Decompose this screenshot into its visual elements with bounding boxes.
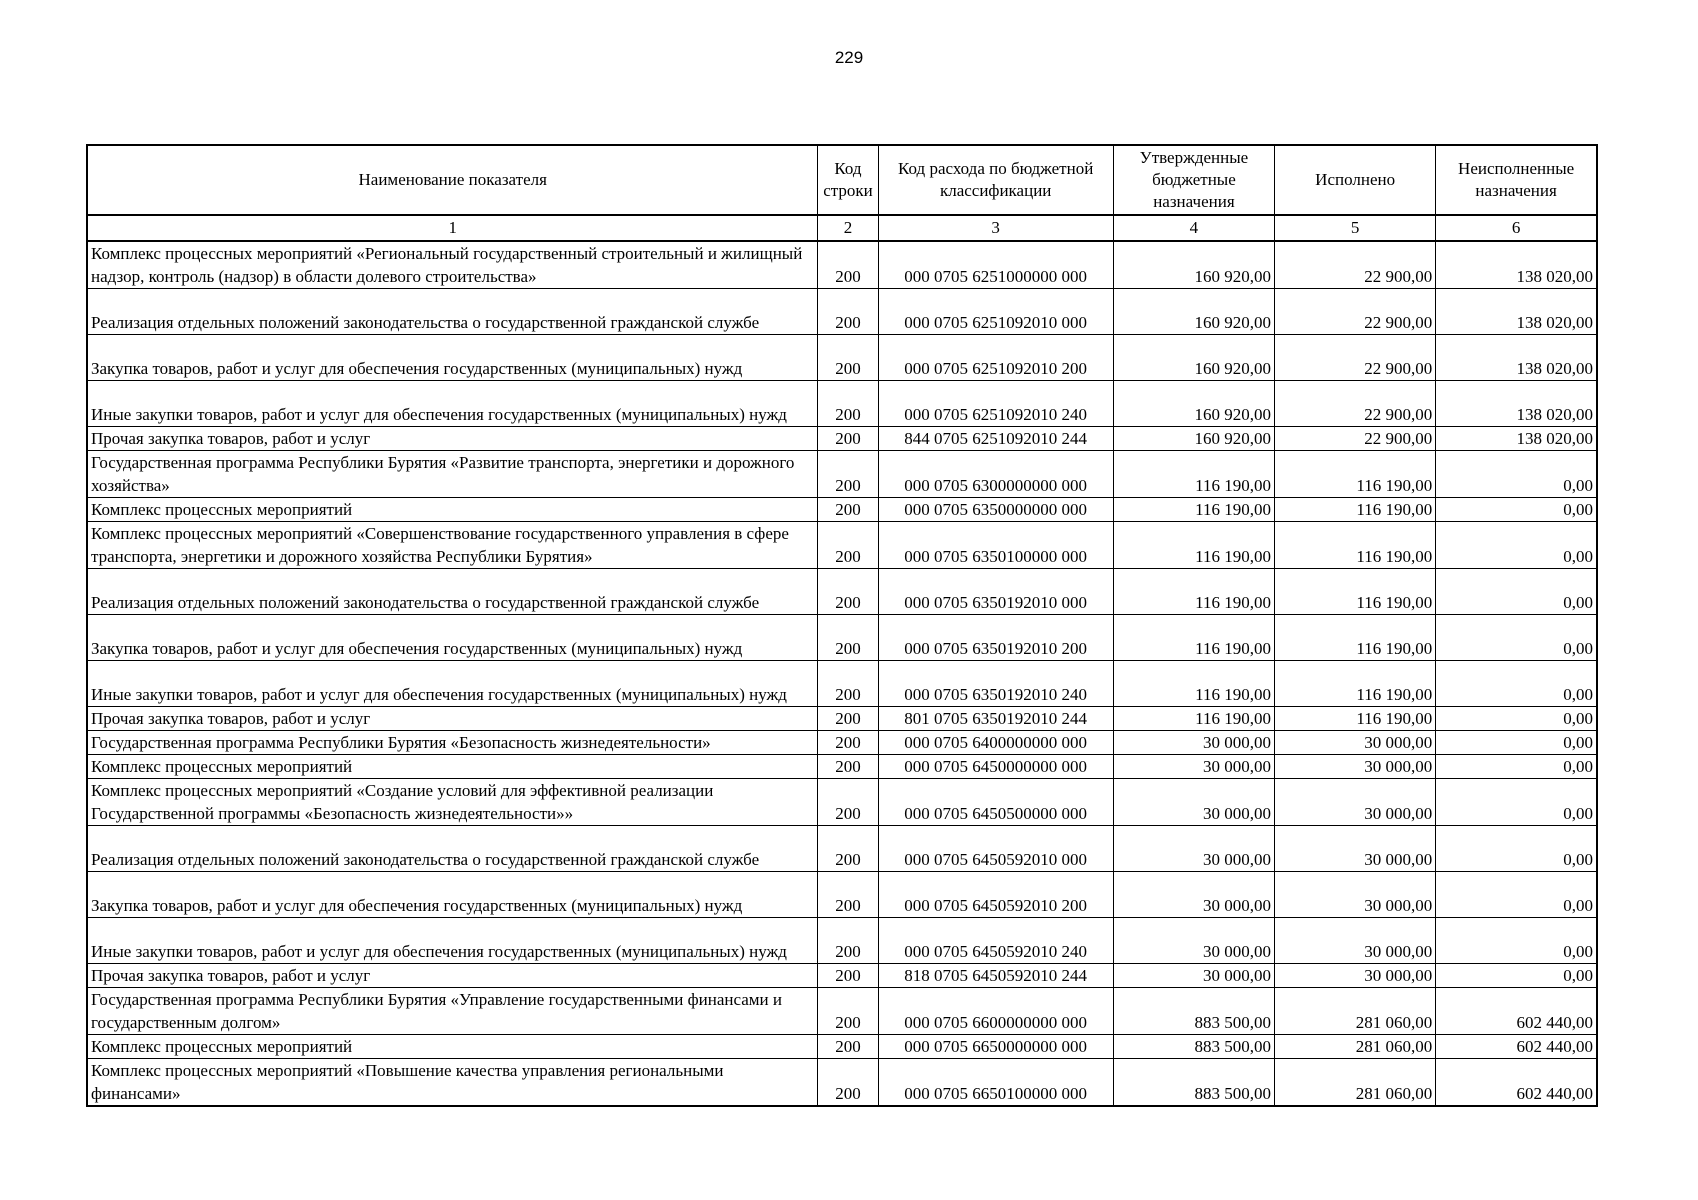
row-approved: 116 190,00 <box>1113 707 1274 731</box>
row-class-code: 000 0705 6350192010 200 <box>878 615 1113 661</box>
row-unexecuted: 0,00 <box>1436 964 1597 988</box>
table-row <box>87 381 1597 427</box>
row-name: Реализация отдельных положений законодательства о государственной гражданской службе <box>87 289 818 335</box>
row-executed: 22 900,00 <box>1275 381 1436 427</box>
row-unexecuted: 0,00 <box>1436 755 1597 779</box>
row-executed: 30 000,00 <box>1275 779 1436 826</box>
header-row <box>87 145 1597 215</box>
row-name: Реализация отдельных положений законодательства о государственной гражданской службе <box>87 569 818 615</box>
header-name: Наименование показателя <box>87 145 818 215</box>
row-class-code: 000 0705 6650100000 000 <box>878 1059 1113 1107</box>
column-number: 6 <box>1436 215 1597 241</box>
row-executed: 22 900,00 <box>1275 241 1436 289</box>
row-unexecuted: 602 440,00 <box>1436 1035 1597 1059</box>
row-line-code: 200 <box>818 707 878 731</box>
row-executed: 281 060,00 <box>1275 1059 1436 1107</box>
table-row <box>87 707 1597 731</box>
row-executed: 30 000,00 <box>1275 755 1436 779</box>
row-name: Комплекс процессных мероприятий «Совершенствование государственного управления в сфере транспорта, энергетики и дорожного хозяйства Республики Бурятия» <box>87 522 818 569</box>
column-number: 3 <box>878 215 1113 241</box>
row-name: Государственная программа Республики Бурятия «Безопасность жизнедеятельности» <box>87 731 818 755</box>
row-name: Государственная программа Республики Бурятия «Управление государственными финансами и государственным долгом» <box>87 988 818 1035</box>
row-name: Закупка товаров, работ и услуг для обеспечения государственных (муниципальных) нужд <box>87 335 818 381</box>
row-unexecuted: 0,00 <box>1436 707 1597 731</box>
table-row <box>87 498 1597 522</box>
row-class-code: 844 0705 6251092010 244 <box>878 427 1113 451</box>
row-unexecuted: 0,00 <box>1436 826 1597 872</box>
column-number-row <box>87 215 1597 241</box>
table-row <box>87 1059 1597 1107</box>
column-number: 1 <box>87 215 818 241</box>
row-name: Прочая закупка товаров, работ и услуг <box>87 427 818 451</box>
row-unexecuted: 0,00 <box>1436 918 1597 964</box>
row-name: Комплекс процессных мероприятий «Создание условий для эффективной реализации Государственной программы «Безопасность жизнедеятельности»» <box>87 779 818 826</box>
row-line-code: 200 <box>818 335 878 381</box>
header-class-code: Код расхода по бюджетной классификации <box>878 145 1113 215</box>
row-unexecuted: 138 020,00 <box>1436 335 1597 381</box>
page-number: 229 <box>834 48 864 67</box>
row-line-code: 200 <box>818 964 878 988</box>
table-row <box>87 427 1597 451</box>
row-executed: 116 190,00 <box>1275 615 1436 661</box>
row-name: Государственная программа Республики Бурятия «Развитие транспорта, энергетики и дорожного хозяйства» <box>87 451 818 498</box>
row-class-code: 000 0705 6450592010 200 <box>878 872 1113 918</box>
row-unexecuted: 0,00 <box>1436 731 1597 755</box>
row-unexecuted: 138 020,00 <box>1436 289 1597 335</box>
row-approved: 116 190,00 <box>1113 451 1274 498</box>
row-approved: 160 920,00 <box>1113 427 1274 451</box>
header-line-code: Код строки <box>818 145 878 215</box>
row-approved: 30 000,00 <box>1113 731 1274 755</box>
row-line-code: 200 <box>818 569 878 615</box>
row-approved: 116 190,00 <box>1113 661 1274 707</box>
row-class-code: 000 0705 6450592010 240 <box>878 918 1113 964</box>
row-approved: 116 190,00 <box>1113 498 1274 522</box>
row-line-code: 200 <box>818 1035 878 1059</box>
table-row <box>87 451 1597 498</box>
row-name: Комплекс процессных мероприятий <box>87 498 818 522</box>
header-executed: Исполнено <box>1275 145 1436 215</box>
row-line-code: 200 <box>818 755 878 779</box>
row-executed: 22 900,00 <box>1275 427 1436 451</box>
row-unexecuted: 138 020,00 <box>1436 427 1597 451</box>
table-row <box>87 615 1597 661</box>
row-executed: 116 190,00 <box>1275 569 1436 615</box>
table-row <box>87 826 1597 872</box>
row-name: Иные закупки товаров, работ и услуг для обеспечения государственных (муниципальных) нужд <box>87 381 818 427</box>
row-line-code: 200 <box>818 381 878 427</box>
row-executed: 30 000,00 <box>1275 731 1436 755</box>
row-name: Комплекс процессных мероприятий «Региональный государственный строительный и жилищный надзор, контроль (надзор) в области долевого строительства» <box>87 241 818 289</box>
row-line-code: 200 <box>818 988 878 1035</box>
row-line-code: 200 <box>818 498 878 522</box>
row-approved: 30 000,00 <box>1113 779 1274 826</box>
row-name: Прочая закупка товаров, работ и услуг <box>87 964 818 988</box>
row-class-code: 000 0705 6251092010 000 <box>878 289 1113 335</box>
row-class-code: 000 0705 6400000000 000 <box>878 731 1113 755</box>
row-unexecuted: 0,00 <box>1436 872 1597 918</box>
table-row <box>87 988 1597 1035</box>
row-name: Прочая закупка товаров, работ и услуг <box>87 707 818 731</box>
header-unexecuted: Неисполненные назначения <box>1436 145 1597 215</box>
row-unexecuted: 0,00 <box>1436 522 1597 569</box>
row-class-code: 818 0705 6450592010 244 <box>878 964 1113 988</box>
row-name: Комплекс процессных мероприятий <box>87 1035 818 1059</box>
row-approved: 160 920,00 <box>1113 241 1274 289</box>
row-line-code: 200 <box>818 918 878 964</box>
row-executed: 30 000,00 <box>1275 918 1436 964</box>
row-line-code: 200 <box>818 241 878 289</box>
row-approved: 30 000,00 <box>1113 918 1274 964</box>
row-class-code: 000 0705 6350192010 000 <box>878 569 1113 615</box>
row-approved: 160 920,00 <box>1113 335 1274 381</box>
row-name: Комплекс процессных мероприятий <box>87 755 818 779</box>
table-row <box>87 872 1597 918</box>
row-class-code: 000 0705 6350100000 000 <box>878 522 1113 569</box>
row-line-code: 200 <box>818 661 878 707</box>
row-line-code: 200 <box>818 826 878 872</box>
table-body <box>87 241 1597 1106</box>
row-line-code: 200 <box>818 522 878 569</box>
table-row <box>87 755 1597 779</box>
row-name: Закупка товаров, работ и услуг для обеспечения государственных (муниципальных) нужд <box>87 615 818 661</box>
row-executed: 116 190,00 <box>1275 661 1436 707</box>
row-class-code: 000 0705 6450500000 000 <box>878 779 1113 826</box>
row-unexecuted: 0,00 <box>1436 615 1597 661</box>
row-unexecuted: 0,00 <box>1436 779 1597 826</box>
row-executed: 116 190,00 <box>1275 451 1436 498</box>
row-approved: 160 920,00 <box>1113 381 1274 427</box>
table-row <box>87 779 1597 826</box>
table-row <box>87 241 1597 289</box>
row-line-code: 200 <box>818 779 878 826</box>
row-unexecuted: 138 020,00 <box>1436 241 1597 289</box>
row-line-code: 200 <box>818 615 878 661</box>
row-class-code: 000 0705 6300000000 000 <box>878 451 1113 498</box>
row-approved: 30 000,00 <box>1113 964 1274 988</box>
row-unexecuted: 0,00 <box>1436 569 1597 615</box>
row-class-code: 000 0705 6251092010 200 <box>878 335 1113 381</box>
table-row <box>87 964 1597 988</box>
table-row <box>87 918 1597 964</box>
row-class-code: 000 0705 6251092010 240 <box>878 381 1113 427</box>
row-unexecuted: 602 440,00 <box>1436 1059 1597 1107</box>
row-executed: 116 190,00 <box>1275 522 1436 569</box>
row-executed: 30 000,00 <box>1275 826 1436 872</box>
row-name: Реализация отдельных положений законодательства о государственной гражданской службе <box>87 826 818 872</box>
table-row <box>87 522 1597 569</box>
row-approved: 160 920,00 <box>1113 289 1274 335</box>
row-class-code: 000 0705 6350000000 000 <box>878 498 1113 522</box>
row-approved: 116 190,00 <box>1113 615 1274 661</box>
row-approved: 883 500,00 <box>1113 1035 1274 1059</box>
row-executed: 281 060,00 <box>1275 988 1436 1035</box>
row-class-code: 000 0705 6251000000 000 <box>878 241 1113 289</box>
row-unexecuted: 0,00 <box>1436 498 1597 522</box>
row-class-code: 000 0705 6350192010 240 <box>878 661 1113 707</box>
table-row <box>87 569 1597 615</box>
row-class-code: 801 0705 6350192010 244 <box>878 707 1113 731</box>
column-number: 4 <box>1113 215 1274 241</box>
row-executed: 30 000,00 <box>1275 964 1436 988</box>
row-line-code: 200 <box>818 427 878 451</box>
table-row <box>87 335 1597 381</box>
column-number: 5 <box>1275 215 1436 241</box>
row-approved: 30 000,00 <box>1113 872 1274 918</box>
row-line-code: 200 <box>818 289 878 335</box>
row-name: Иные закупки товаров, работ и услуг для обеспечения государственных (муниципальных) нужд <box>87 661 818 707</box>
row-line-code: 200 <box>818 1059 878 1107</box>
row-unexecuted: 0,00 <box>1436 661 1597 707</box>
row-name: Комплекс процессных мероприятий «Повышение качества управления региональными финансами» <box>87 1059 818 1107</box>
table-row <box>87 731 1597 755</box>
row-executed: 30 000,00 <box>1275 872 1436 918</box>
row-line-code: 200 <box>818 451 878 498</box>
table-row <box>87 1035 1597 1059</box>
row-class-code: 000 0705 6450592010 000 <box>878 826 1113 872</box>
row-class-code: 000 0705 6650000000 000 <box>878 1035 1113 1059</box>
row-unexecuted: 602 440,00 <box>1436 988 1597 1035</box>
row-line-code: 200 <box>818 731 878 755</box>
row-executed: 22 900,00 <box>1275 335 1436 381</box>
row-approved: 116 190,00 <box>1113 522 1274 569</box>
budget-execution-table <box>86 144 1598 1107</box>
row-approved: 883 500,00 <box>1113 1059 1274 1107</box>
row-class-code: 000 0705 6600000000 000 <box>878 988 1113 1035</box>
row-approved: 883 500,00 <box>1113 988 1274 1035</box>
row-executed: 22 900,00 <box>1275 289 1436 335</box>
row-approved: 30 000,00 <box>1113 826 1274 872</box>
row-executed: 281 060,00 <box>1275 1035 1436 1059</box>
row-executed: 116 190,00 <box>1275 707 1436 731</box>
row-approved: 116 190,00 <box>1113 569 1274 615</box>
row-name: Закупка товаров, работ и услуг для обеспечения государственных (муниципальных) нужд <box>87 872 818 918</box>
header-approved: Утвержденные бюджетные назначения <box>1113 145 1274 215</box>
table-row <box>87 661 1597 707</box>
row-class-code: 000 0705 6450000000 000 <box>878 755 1113 779</box>
row-line-code: 200 <box>818 872 878 918</box>
row-executed: 116 190,00 <box>1275 498 1436 522</box>
table-row <box>87 289 1597 335</box>
row-approved: 30 000,00 <box>1113 755 1274 779</box>
row-name: Иные закупки товаров, работ и услуг для обеспечения государственных (муниципальных) нужд <box>87 918 818 964</box>
row-unexecuted: 0,00 <box>1436 451 1597 498</box>
column-number: 2 <box>818 215 878 241</box>
row-unexecuted: 138 020,00 <box>1436 381 1597 427</box>
